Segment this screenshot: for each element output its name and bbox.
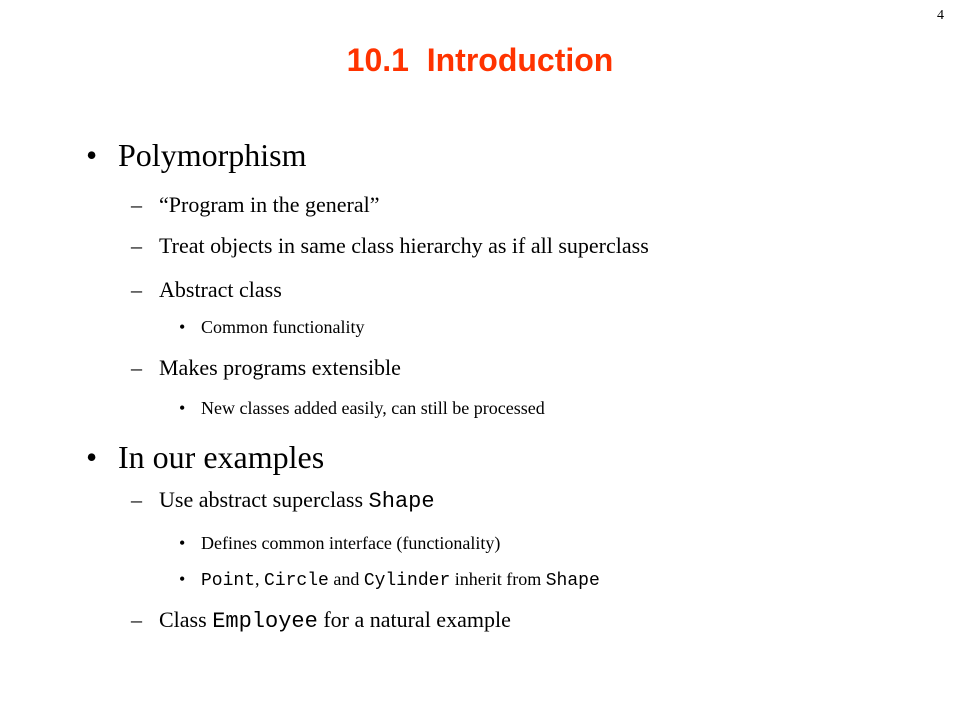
code-shape: Shape: [545, 571, 600, 591]
subbullet-extensible: [131, 355, 401, 381]
subbullet-text: Class: [159, 607, 213, 632]
bullet-marker: •: [179, 569, 186, 589]
detail-text: New classes added easily, can still be processed: [201, 398, 545, 418]
code-cylinder: Cylinder: [363, 571, 451, 591]
bullet-examples: [86, 439, 324, 476]
detail-text: Defines common interface (functionality): [201, 533, 501, 553]
detail-defines-interface: [179, 533, 500, 554]
detail-common-functionality: [179, 317, 365, 338]
code-circle: Circle: [264, 571, 329, 591]
subbullet-text: Use abstract superclass: [159, 487, 369, 512]
dash-marker: –: [131, 355, 142, 380]
subbullet-employee: [131, 607, 511, 634]
bullet-marker: •: [179, 398, 186, 418]
dash-marker: –: [131, 607, 142, 632]
subbullet-text: “Program in the general”: [159, 192, 380, 217]
bullet-text: In our examples: [118, 439, 325, 475]
bullet-marker: •: [86, 137, 98, 173]
detail-inherit: [179, 569, 600, 591]
subbullet-abstract-class: [131, 277, 282, 303]
subbullet-text: Abstract class: [159, 277, 282, 302]
detail-text: Common functionality: [201, 317, 365, 337]
inherit-text: inherit from: [450, 569, 546, 589]
bullet-text: Polymorphism: [118, 137, 307, 173]
and-text: and: [328, 569, 364, 589]
bullet-polymorphism: [86, 137, 306, 174]
subbullet-program-general: [131, 192, 380, 218]
dash-marker: –: [131, 487, 142, 512]
bullet-marker: •: [179, 533, 186, 553]
subbullet-text: for a natural example: [317, 607, 511, 632]
code-shape: Shape: [368, 489, 435, 514]
subbullet-text: Makes programs extensible: [159, 355, 401, 380]
code-point: Point: [201, 571, 256, 591]
slide-title: 10.1 Introduction: [346, 42, 614, 78]
subbullet-text: Treat objects in same class hierarchy as if all superclass: [159, 233, 649, 258]
code-employee: Employee: [212, 609, 318, 634]
subbullet-use-abstract: [131, 487, 435, 514]
separator-text: ,: [255, 569, 265, 589]
subbullet-treat-objects: [131, 233, 649, 259]
bullet-marker: •: [86, 439, 98, 475]
detail-new-classes: [179, 398, 545, 419]
dash-marker: –: [131, 192, 142, 217]
page-number: 4: [937, 8, 944, 23]
dash-marker: –: [131, 277, 142, 302]
bullet-marker: •: [179, 317, 186, 337]
dash-marker: –: [131, 233, 142, 258]
